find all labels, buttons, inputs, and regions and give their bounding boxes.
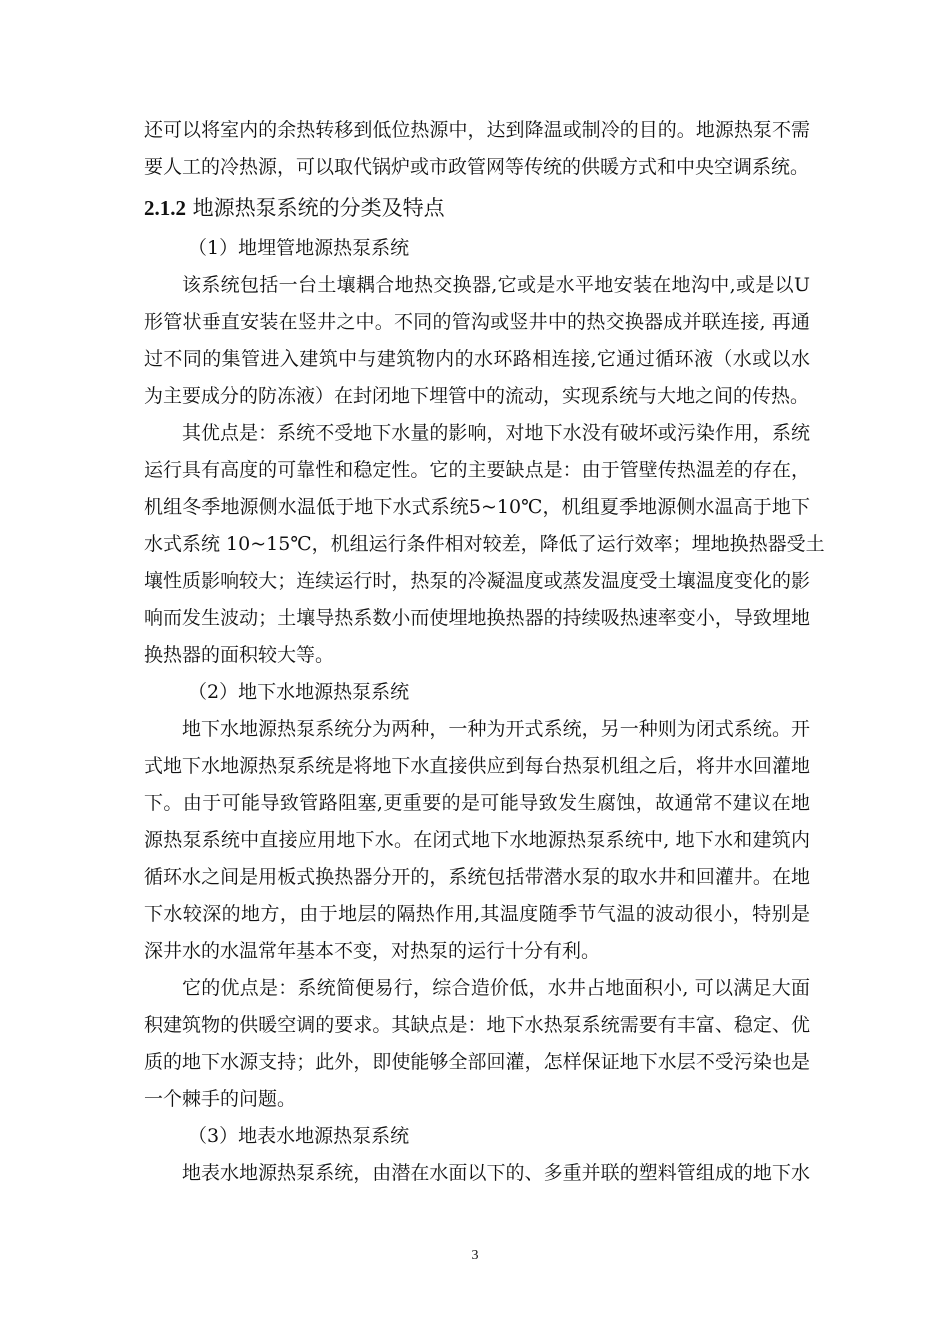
text-line: 式地下水地源热泵系统是将地下水直接供应到每台热泵机组之后，将井水回灌地 [144, 755, 810, 777]
paragraph [144, 415, 825, 674]
intro-paragraph [144, 112, 810, 186]
subsection-heading: （1）地埋管地源热泵系统 [188, 237, 410, 259]
paragraph [144, 267, 810, 415]
text-line: 积建筑物的供暖空调的要求。其缺点是：地下水热泵系统需要有丰富、稳定、优 [144, 1014, 810, 1036]
paragraph [144, 970, 810, 1118]
subsection-heading: （3）地表水地源热泵系统 [188, 1125, 410, 1147]
text-line: 循环水之间是用板式换热器分开的，系统包括带潜水泵的取水井和回灌井。在地 [144, 866, 810, 888]
text-line: 质的地下水源支持；此外，即使能够全部回灌，怎样保证地下水层不受污染也是 [144, 1051, 810, 1073]
text-line: 换热器的面积较大等。 [144, 644, 335, 666]
text-line: 下。由于可能导致管路阻塞,更重要的是可能导致发生腐蚀，故通常不建议在地 [144, 792, 810, 814]
text-line: 其优点是：系统不受地下水量的影响，对地下水没有破坏或污染作用，系统 [182, 422, 810, 444]
subsection-2 [144, 674, 810, 1118]
text-line: 下水较深的地方，由于地层的隔热作用,其温度随季节气温的波动很小，特别是 [144, 903, 810, 925]
text-line: 还可以将室内的余热转移到低位热源中，达到降温或制冷的目的。地源热泵不需 [144, 119, 810, 141]
text-line: 源热泵系统中直接应用地下水。在闭式地下水地源热泵系统中, 地下水和建筑内 [144, 829, 810, 851]
text-line: 为主要成分的防冻液）在封闭地下埋管中的流动，实现系统与大地之间的传热。 [144, 385, 810, 407]
text-line: 壤性质影响较大；连续运行时，热泵的冷凝温度或蒸发温度受土壤温度变化的影 [144, 570, 810, 592]
text-line: 水式系统 10~15℃，机组运行条件相对较差，降低了运行效率；埋地换热器受土 [144, 533, 825, 555]
text-line: 一个棘手的问题。 [144, 1088, 297, 1110]
text-line: 运行具有高度的可靠性和稳定性。它的主要缺点是：由于管壁传热温差的存在， [144, 459, 810, 481]
text-line: 要人工的冷热源，可以取代锅炉或市政管网等传统的供暖方式和中央空调系统。 [144, 156, 810, 178]
text-line: 深井水的水温常年基本不变，对热泵的运行十分有利。 [144, 940, 601, 962]
text-line: 形管状垂直安装在竖井之中。不同的管沟或竖井中的热交换器成并联连接, 再通 [144, 311, 810, 333]
text-line: 机组冬季地源侧水温低于地下水式系统5~10℃，机组夏季地源侧水温高于地下 [144, 496, 810, 518]
section-number: 2.1.2 [144, 196, 186, 220]
text-line: 该系统包括一台土壤耦合地热交换器,它或是水平地安装在地沟中,或是以U [182, 274, 810, 296]
text-line: 地下水地源热泵系统分为两种，一种为开式系统，另一种则为闭式系统。开 [182, 718, 810, 740]
section-heading [144, 186, 810, 230]
section-title: 地源热泵系统的分类及特点 [186, 196, 445, 220]
subsection-3 [144, 1118, 810, 1192]
text-line: 过不同的集管进入建筑中与建筑物内的水环路相连接,它通过循环液（水或以水 [144, 348, 810, 370]
text-line: 它的优点是：系统简便易行，综合造价低，水井占地面积小, 可以满足大面 [182, 977, 810, 999]
subsection-heading: （2）地下水地源热泵系统 [188, 681, 410, 703]
page-number: 3 [471, 1248, 479, 1263]
text-line: 地表水地源热泵系统，由潜在水面以下的、多重并联的塑料管组成的地下水 [182, 1162, 810, 1184]
page-body [144, 112, 825, 1192]
paragraph [144, 1155, 810, 1192]
subsection-1 [144, 230, 825, 674]
text-line: 响而发生波动；土壤导热系数小而使埋地换热器的持续吸热速率变小，导致埋地 [144, 607, 810, 629]
paragraph [144, 711, 810, 970]
